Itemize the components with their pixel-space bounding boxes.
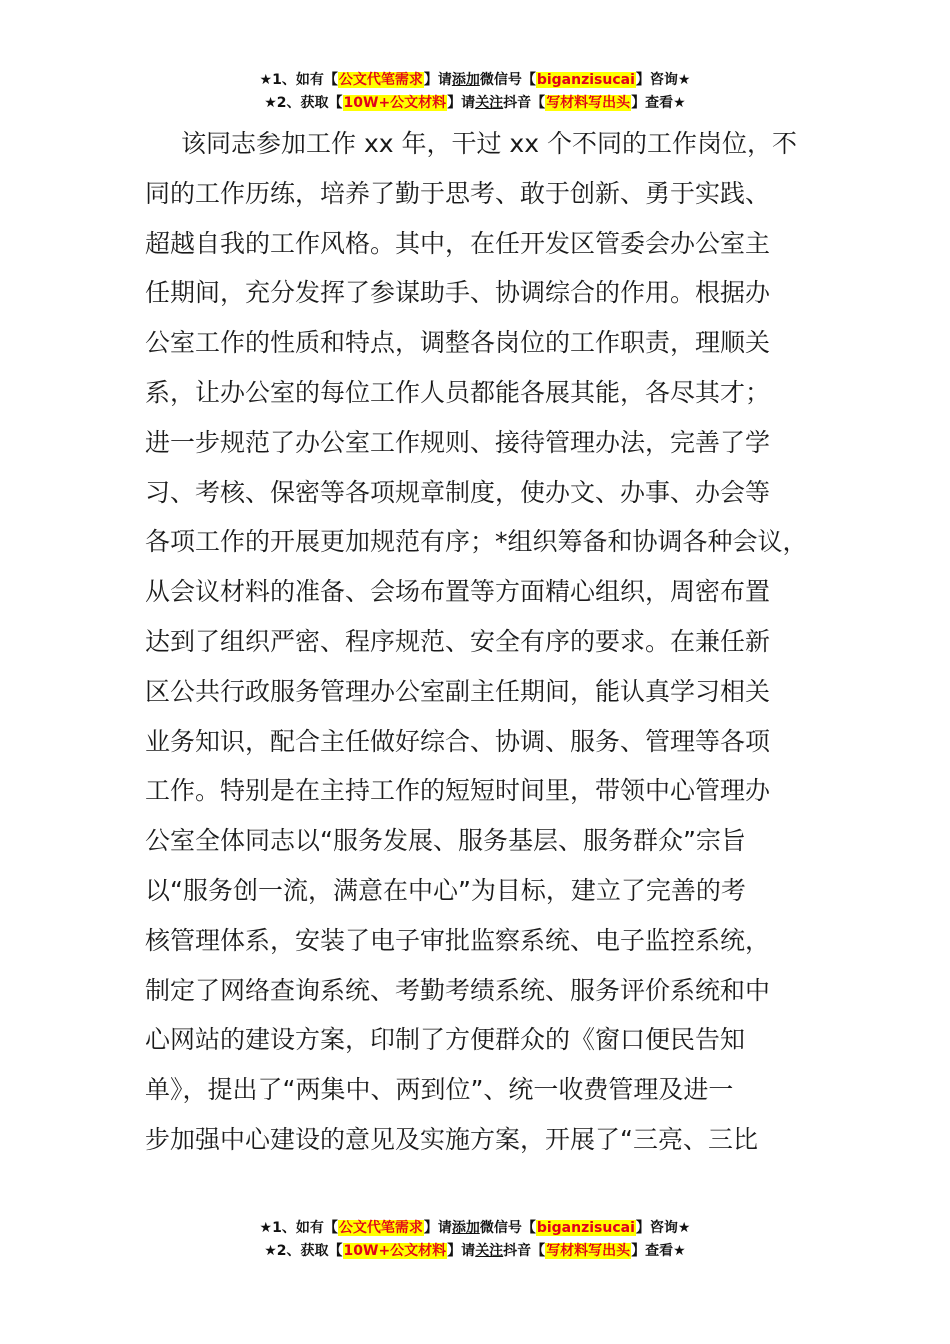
- paragraph-line: 从会议材料的准备、会场布置等方面精心组织，周密布置: [145, 577, 771, 607]
- paragraph-line: 工作。特别是在主持工作的短短时间里，带领中心管理办: [145, 776, 771, 806]
- paragraph-line: 公室全体同志以“服务发展、服务基层、服务群众”宗旨: [145, 826, 746, 856]
- underlined-text: 添加: [451, 72, 480, 88]
- paragraph-line: 习、考核、保密等各项规章制度，使办文、办事、办会等: [145, 477, 771, 507]
- paragraph-line: 各项工作的开展更加规范有序；*组织筹备和协调各种会议，: [145, 527, 808, 557]
- highlight-douyin-account: 写材料写出头: [546, 95, 631, 111]
- underlined-text: 关注: [475, 1243, 504, 1259]
- highlight-service: 公文代笔需求: [338, 72, 423, 88]
- header-banner: [0, 69, 950, 115]
- highlight-materials: 10W+公文材料: [343, 95, 447, 111]
- paragraph-line: 任期间，充分发挥了参谋助手、协调综合的作用。根据办: [145, 278, 771, 308]
- banner-text: 】请: [423, 72, 452, 88]
- banner-text: 】请: [423, 1220, 452, 1236]
- footer-banner: [0, 1217, 950, 1263]
- paragraph-line: 达到了组织严密、程序规范、安全有序的要求。在兼任新: [145, 626, 771, 656]
- paragraph-line: 单》，提出了“两集中、两到位”、统一收费管理及进一: [145, 1075, 734, 1105]
- banner-line-2: [0, 92, 950, 115]
- highlight-wechat-id: biganzisucai: [536, 1220, 635, 1236]
- banner-text: 】请: [447, 1243, 476, 1259]
- banner-text: ★2、获取【: [264, 1243, 343, 1259]
- banner-text: 抖音【: [503, 1243, 546, 1259]
- banner-text: 】查看★: [631, 1243, 686, 1259]
- highlight-materials: 10W+公文材料: [343, 1243, 447, 1259]
- banner-text: 】请: [447, 95, 476, 111]
- banner-line-1: [0, 69, 950, 92]
- banner-text: 抖音【: [503, 95, 546, 111]
- paragraph-line: 制定了网络查询系统、考勤考绩系统、服务评价系统和中: [145, 975, 771, 1005]
- paragraph-line: 步加强中心建设的意见及实施方案，开展了“三亮、三比: [145, 1124, 758, 1154]
- paragraph-line: 同的工作历练，培养了勤于思考、敢于创新、勇于实践、: [145, 178, 771, 208]
- highlight-service: 公文代笔需求: [338, 1220, 423, 1236]
- paragraph-line: 业务知识，配合主任做好综合、协调、服务、管理等各项: [145, 726, 771, 756]
- paragraph-line: 进一步规范了办公室工作规则、接待管理办法，完善了学: [145, 427, 771, 457]
- underlined-text: 关注: [475, 95, 504, 111]
- banner-text: ★1、如有【: [259, 72, 338, 88]
- banner-text: ★2、获取【: [264, 95, 343, 111]
- paragraph-line: 核管理体系，安装了电子审批监察系统、电子监控系统，: [145, 925, 771, 955]
- underlined-text: 添加: [451, 1220, 480, 1236]
- paragraph-line: 区公共行政服务管理办公室副主任期间，能认真学习相关: [145, 676, 771, 706]
- paragraph-line: 以“服务创一流，满意在中心”为目标，建立了完善的考: [145, 875, 746, 905]
- highlight-douyin-account: 写材料写出头: [546, 1243, 631, 1259]
- paragraph-line: 系，让办公室的每位工作人员都能各展其能，各尽其才；: [145, 377, 771, 407]
- banner-text: 】咨询★: [635, 1220, 691, 1236]
- banner-line-1: [0, 1217, 950, 1240]
- paragraph-line: 公室工作的性质和特点，调整各岗位的工作职责，理顺关: [145, 328, 771, 358]
- banner-text: ★1、如有【: [259, 1220, 338, 1236]
- paragraph-line: 超越自我的工作风格。其中，在任开发区管委会办公室主: [145, 228, 771, 258]
- banner-text: 】咨询★: [635, 72, 691, 88]
- paragraph-line: 该同志参加工作 xx 年，干过 xx 个不同的工作岗位，不: [181, 129, 797, 158]
- banner-text: 微信号【: [479, 1220, 536, 1236]
- highlight-wechat-id: biganzisucai: [536, 72, 635, 88]
- paragraph-line: 心网站的建设方案，印制了方便群众的《窗口便民告知: [145, 1025, 746, 1055]
- banner-text: 】查看★: [631, 95, 686, 111]
- banner-line-2: [0, 1240, 950, 1263]
- banner-text: 微信号【: [479, 72, 536, 88]
- document-paragraph: [145, 119, 835, 1165]
